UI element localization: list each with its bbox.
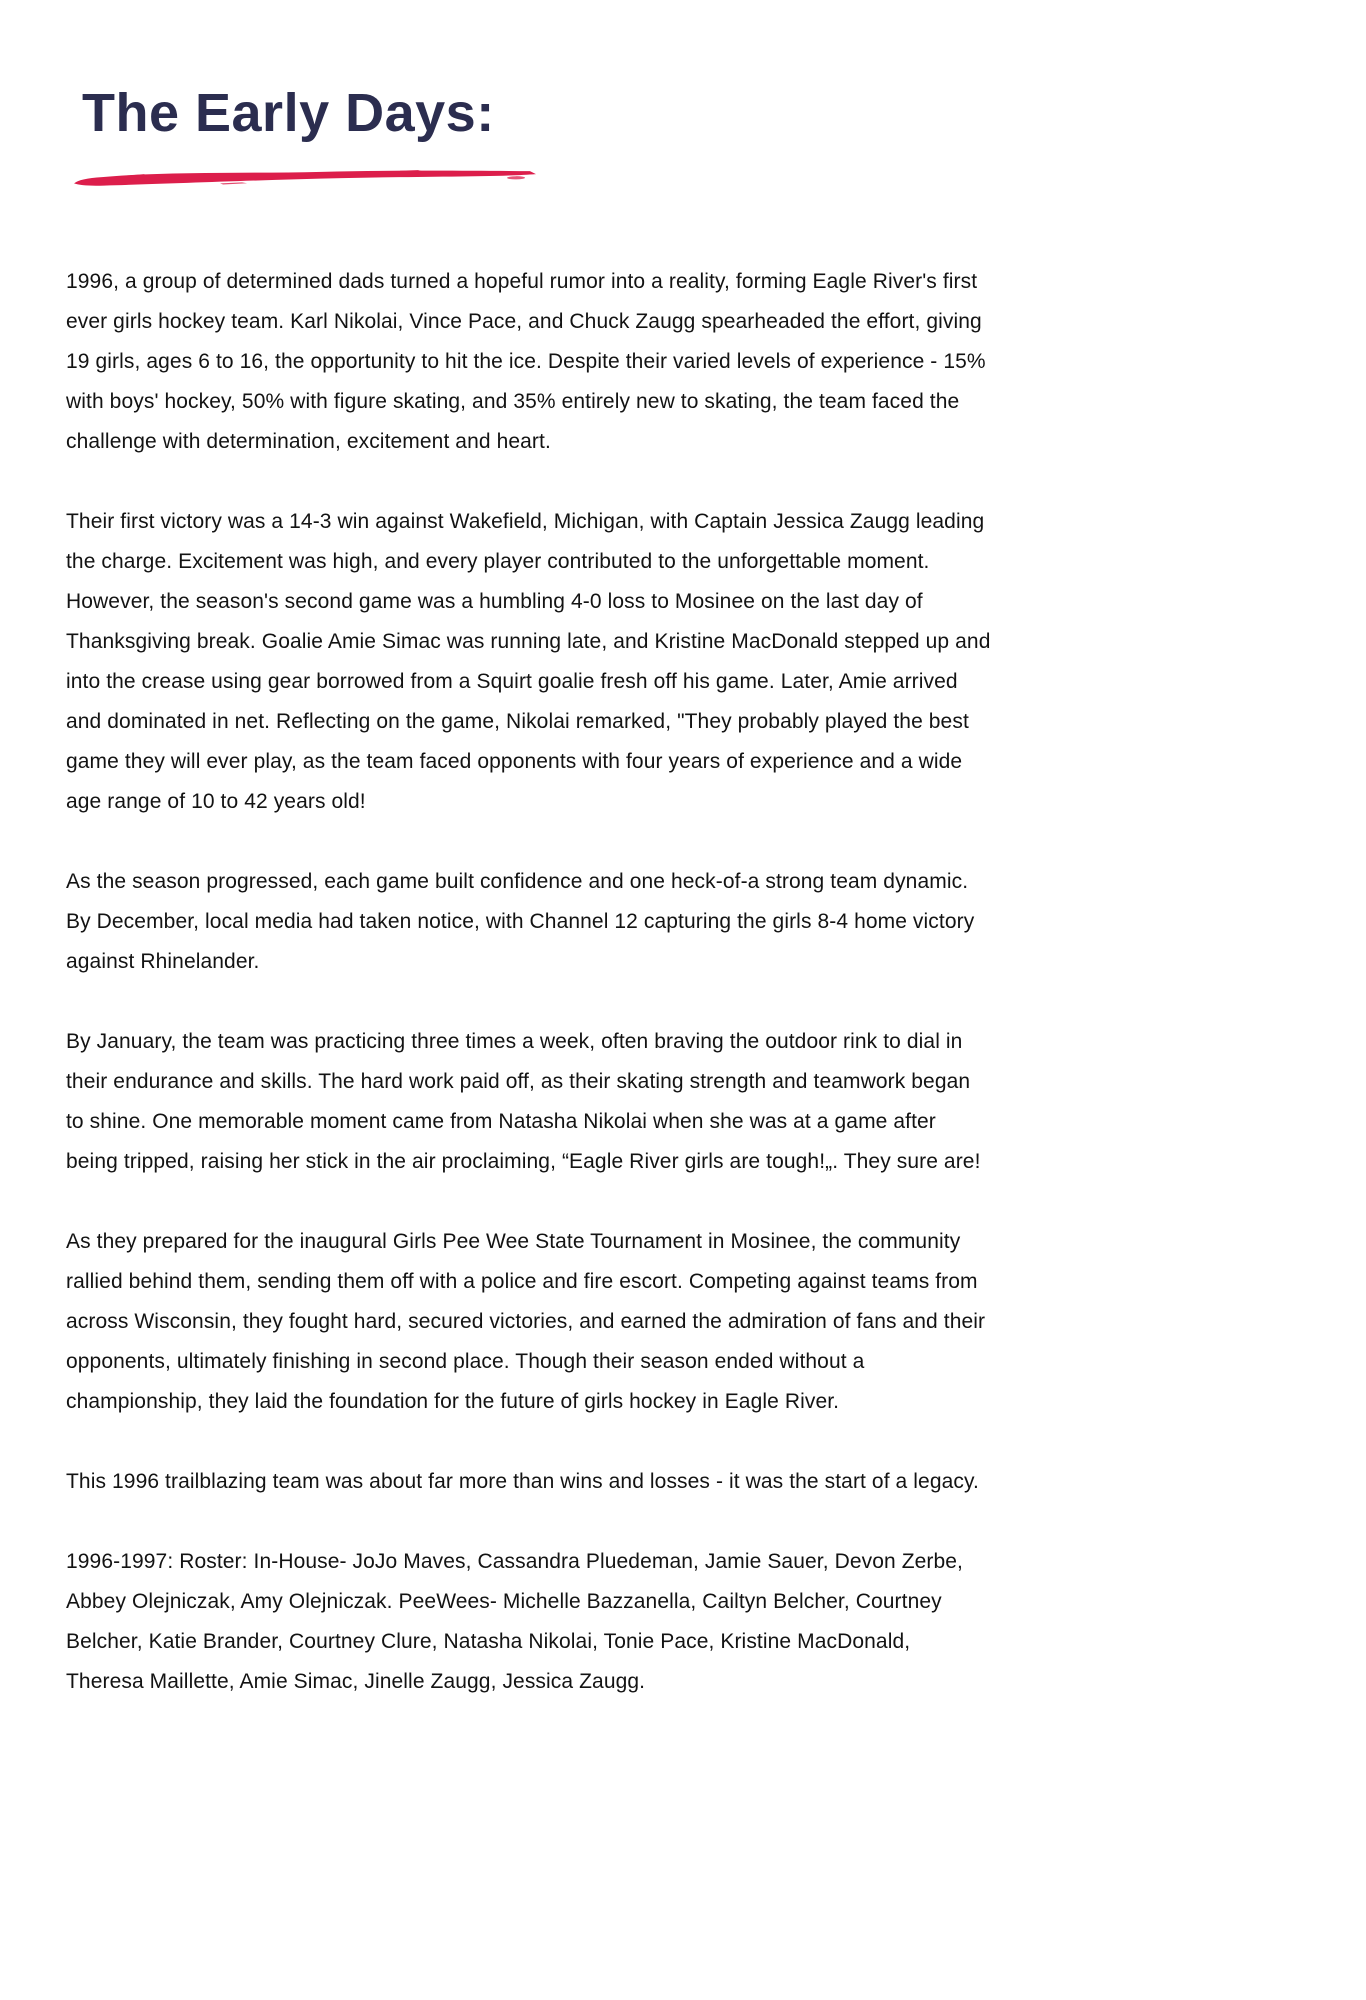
paragraph: 1996, a group of determined dads turned a hopeful rumor into a reality, forming Eagle River's first ever girls hockey team. Karl Nikolai, Vince Pace, and Chuck Zaugg spearheaded the effort, giving 19 girls, ages 6 to 16, the opportunity to hit the ice. Despite their varied levels of experience - 15% with boys' hockey, 50% with figure skating, and 35% entirely new to skating, the team faced the challenge with determination, excitement and heart. — [66, 270, 986, 453]
paragraph: As the season progressed, each game built confidence and one heck-of-a strong team dynamic. By December, local media had taken notice, with Channel 12 capturing the girls 8-4 home victory against Rhinelander. — [66, 870, 975, 973]
brush-stroke-underline-icon — [70, 163, 540, 193]
paragraph: Their first victory was a 14-3 win against Wakefield, Michigan, with Captain Jessica Zaugg leading the charge. Excitement was high, and every player contributed to the unforgettable moment. However, the season's second game was a humbling 4-0 loss to Mosinee on the last day of Thanksgiving break. Goalie Amie Simac was running late, and Kristine MacDonald stepped up and into the crease using gear borrowed from a Squirt goalie fresh off his game. Later, Amie arrived and dominated in net. Reflecting on the game, Nikolai remarked, "They probably played the best game they will ever play, as the team faced opponents with four years of experience and a wide age range of 10 to 42 years old! — [66, 510, 991, 813]
paragraph: 1996-1997: Roster: In-House- JoJo Maves, Cassandra Pluedeman, Jamie Sauer, Devon Zerbe, Abbey Olejniczak, Amy Olejniczak. PeeWees- Michelle Bazzanella, Cailtyn Belcher, Courtney Belcher, Katie Brander, Courtney Clure, Natasha Nikolai, Tonie Pace, Kristine MacDonald, Theresa Maillette, Amie Simac, Jinelle Zaugg, Jessica Zaugg. — [66, 1550, 963, 1693]
page-title: The Early Days: — [82, 83, 495, 143]
article-body — [66, 262, 991, 1702]
paragraph: This 1996 trailblazing team was about far more than wins and losses - it was the start of a legacy. — [66, 1470, 979, 1493]
header — [82, 83, 495, 143]
paragraph: As they prepared for the inaugural Girls Pee Wee State Tournament in Mosinee, the community rallied behind them, sending them off with a police and fire escort. Competing against teams from across Wisconsin, they fought hard, secured victories, and earned the admiration of fans and their opponents, ultimately finishing in second place. Though their season ended without a championship, they laid the foundation for the future of girls hockey in Eagle River. — [66, 1230, 986, 1413]
paragraph: By January, the team was practicing three times a week, often braving the outdoor rink to dial in their endurance and skills. The hard work paid off, as their skating strength and teamwork began to shine. One memorable moment came from Natasha Nikolai when she was at a game after being tripped, raising her stick in the air proclaiming, “Eagle River girls are tough!„. They sure are! — [66, 1030, 981, 1173]
